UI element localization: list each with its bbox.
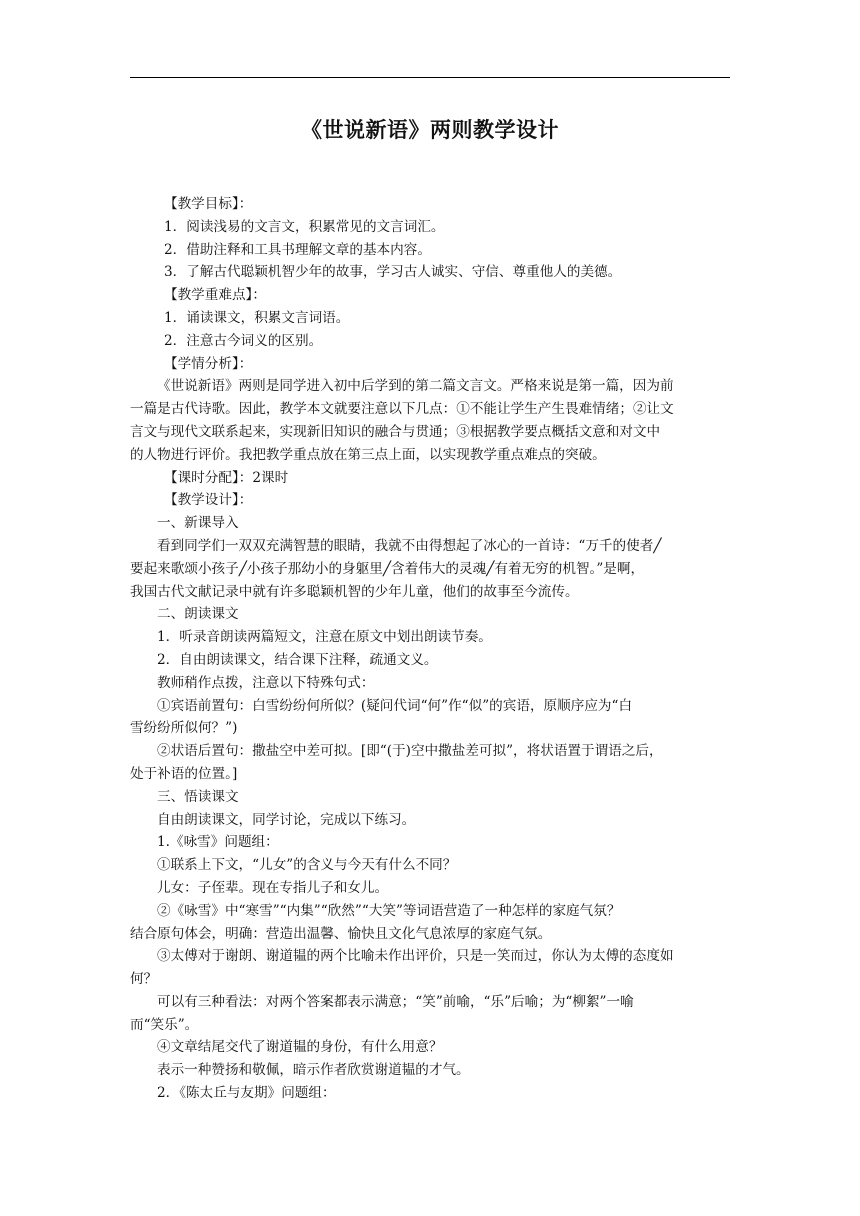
text-line: 3．了解古代聪颖机智少年的故事，学习古人诚实、守信、尊重他人的美德。 bbox=[164, 264, 622, 281]
text-line: ④文章结尾交代了谢道韫的身份，有什么用意？ bbox=[157, 1039, 443, 1056]
text-line: ①宾语前置句：白雪纷纷何所似？(疑问代词“何”作“似”的宾语，原顺序应为“白 bbox=[157, 697, 633, 714]
text-line: 我国古代文献记录中就有许多聪颖机智的少年儿童，他们的故事至今流传。 bbox=[130, 583, 579, 600]
text-line: 教师稍作点拨，注意以下特殊句式： bbox=[157, 674, 375, 691]
text-line: 一篇是古代诗歌。因此，教学本文就要注意以下几点：①不能让学生产生畏难情绪；②让文 bbox=[130, 401, 674, 418]
text-line: 雪纷纷所似何？”) bbox=[130, 720, 238, 737]
document-title: 《世说新语》两则教学设计 bbox=[301, 118, 559, 142]
text-line: 【教学目标】： bbox=[164, 196, 253, 212]
text-line: 【课时分配】：2课时 bbox=[164, 469, 289, 486]
text-line: 【教学重难点】： bbox=[164, 287, 266, 304]
text-line: 自由朗读课文，同学讨论，完成以下练习。 bbox=[157, 811, 416, 828]
text-line: 一、新课导入 bbox=[157, 515, 239, 532]
text-line: 2．注意古今词义的区别。 bbox=[164, 332, 323, 349]
text-line: 三、悟读课文 bbox=[157, 788, 239, 805]
text-line: 而“笑乐”。 bbox=[130, 1016, 199, 1033]
text-line: 可以有三种看法：对两个答案都表示满意；“笑”前喻，“乐”后喻；为“柳絮”一喻 bbox=[157, 993, 634, 1010]
text-line: 2．借助注释和工具书理解文章的基本内容。 bbox=[164, 241, 431, 258]
text-line: 表示一种赞扬和敬佩，暗示作者欣赏谢道韫的才气。 bbox=[157, 1062, 470, 1079]
text-line: 1．阅读浅易的文言文，积累常见的文言词汇。 bbox=[164, 218, 445, 235]
document-body bbox=[130, 193, 730, 1105]
text-line: ①联系上下文，“儿女”的含义与今天有什么不同？ bbox=[157, 857, 457, 874]
text-line: 【学情分析】： bbox=[164, 355, 253, 372]
text-line: ②状语后置句：撒盐空中差可拟。[即“(于)空中撒盐差可拟”，将状语置于谓语之后， bbox=[157, 743, 663, 760]
text-line: 看到同学们一双双充满智慧的眼睛，我就不由得想起了冰心的一首诗：“万千的使者╱ bbox=[157, 537, 662, 554]
text-line: 【教学设计】： bbox=[164, 492, 253, 509]
text-line: 的人物进行评价。我把教学重点放在第三点上面，以实现教学重点难点的突破。 bbox=[130, 446, 606, 463]
text-line: 1.《咏雪》问题组： bbox=[157, 834, 279, 851]
text-line: 二、朗读课文 bbox=[157, 606, 239, 623]
text-line: 1．听录音朗读两篇短文，注意在原文中划出朗读节奏。 bbox=[157, 629, 492, 646]
text-line: 1．诵读课文，积累文言词语。 bbox=[164, 309, 350, 326]
text-line: 何？ bbox=[130, 971, 158, 988]
text-line: 《世说新语》两则是同学进入初中后学到的第二篇文言文。严格来说是第一篇，因为前 bbox=[157, 378, 674, 395]
text-line: 结合原句体会，明确：营造出温馨、愉快且文化气息浓厚的家庭气氛。 bbox=[130, 925, 552, 942]
text-line: 要起来歌颂小孩子╱小孩子那幼小的身躯里╱含着伟大的灵魂╱有着无穷的机智。”是啊， bbox=[130, 560, 645, 577]
text-line: ③太傅对于谢朗、谢道韫的两个比喻未作出评价，只是一笑而过，你认为太傅的态度如 bbox=[157, 948, 674, 965]
text-line: ②《咏雪》中“寒雪”“内集”“欣然”“大笑”等词语营造了一种怎样的家庭气氛？ bbox=[157, 902, 621, 919]
text-line: 2．《陈太丘与友期》问题组： bbox=[157, 1085, 336, 1102]
text-line: 儿女：子侄辈。现在专指儿子和女儿。 bbox=[157, 879, 389, 896]
text-line: 处于补语的位置。] bbox=[130, 765, 238, 782]
header-rule bbox=[130, 77, 730, 78]
text-line: 言文与现代文联系起来，实现新旧知识的融合与贯通；③根据教学要点概括文意和对文中 bbox=[130, 423, 661, 440]
text-line: 2．自由朗读课文，结合课下注释，疏通文义。 bbox=[157, 651, 438, 668]
